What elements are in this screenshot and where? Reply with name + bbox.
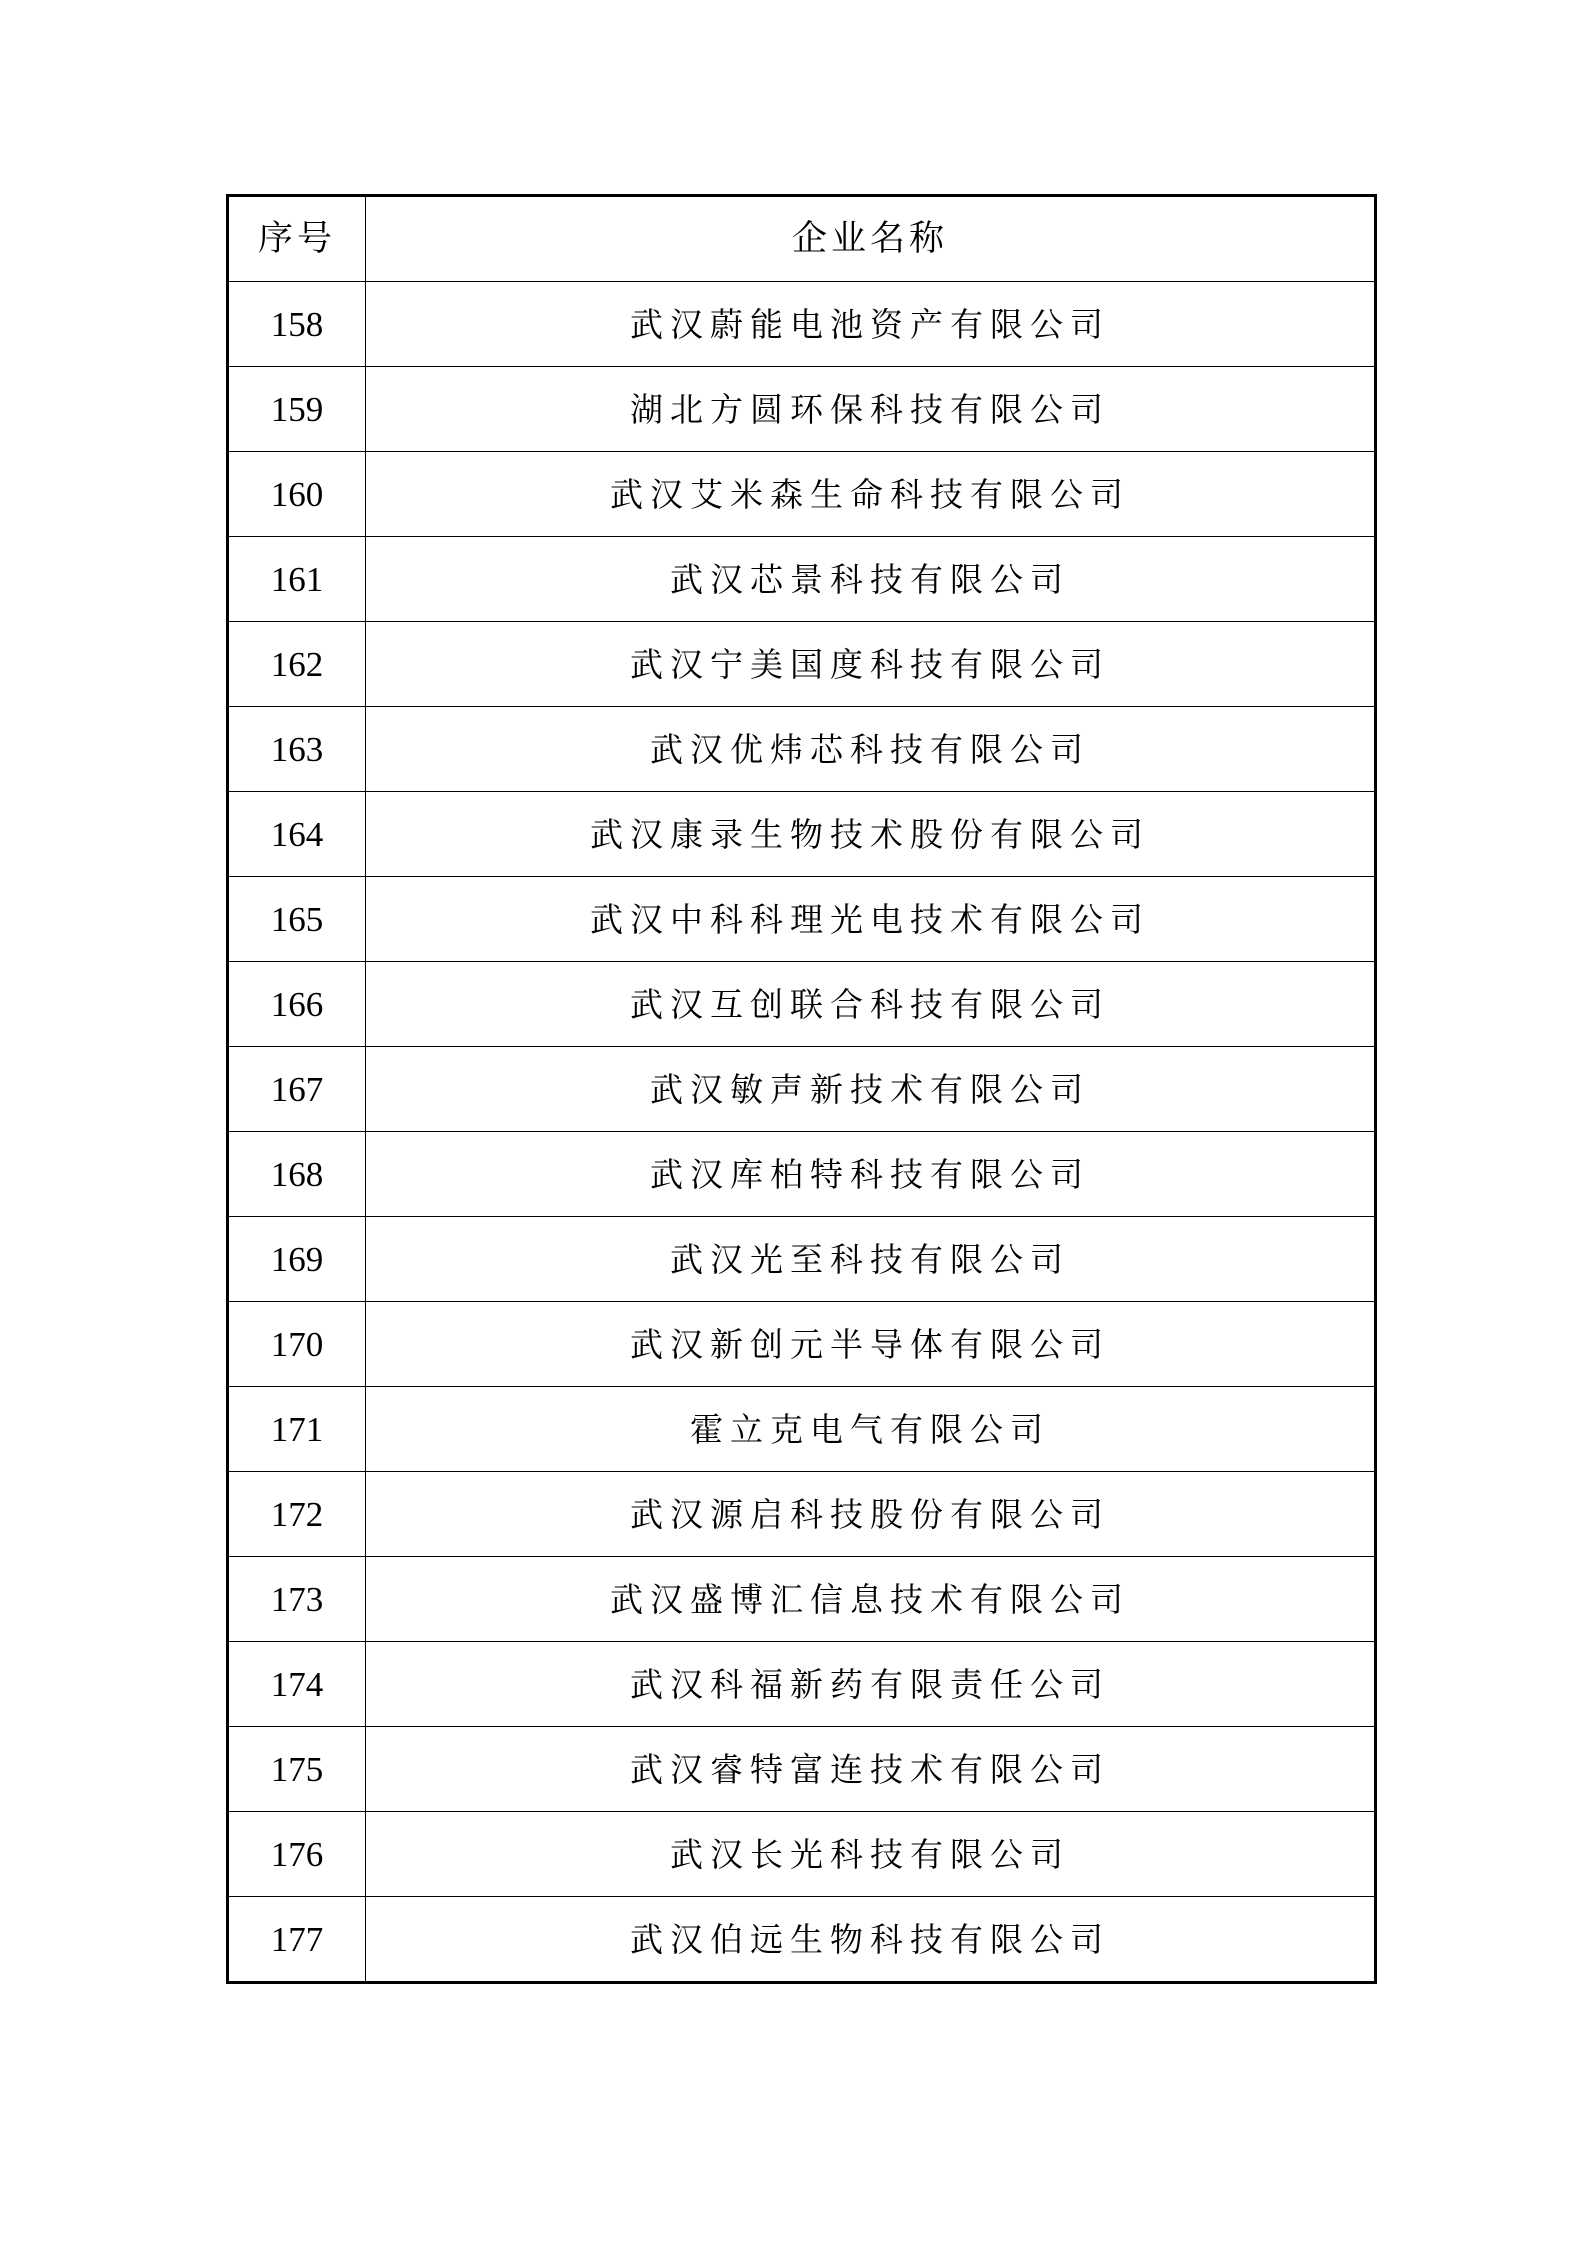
row-company-name: 武汉伯远生物科技有限公司 [366,1897,1376,1983]
row-seq: 177 [228,1897,366,1983]
row-company-name: 湖北方圆环保科技有限公司 [366,367,1376,452]
row-seq: 172 [228,1472,366,1557]
row-seq: 175 [228,1727,366,1812]
table-row [228,367,1376,452]
row-seq: 160 [228,452,366,537]
row-seq: 176 [228,1812,366,1897]
row-company-name: 武汉中科科理光电技术有限公司 [366,877,1376,962]
row-company-name: 武汉敏声新技术有限公司 [366,1047,1376,1132]
table-header-row [228,196,1376,282]
table-row [228,962,1376,1047]
table-row [228,622,1376,707]
table-row [228,1217,1376,1302]
row-seq: 158 [228,282,366,367]
table-row [228,792,1376,877]
table-row [228,1302,1376,1387]
row-company-name: 武汉宁美国度科技有限公司 [366,622,1376,707]
table-row [228,1557,1376,1642]
table-row [228,877,1376,962]
row-seq: 165 [228,877,366,962]
header-seq: 序号 [228,196,366,282]
row-company-name: 武汉优炜芯科技有限公司 [366,707,1376,792]
table-row [228,707,1376,792]
row-company-name: 武汉长光科技有限公司 [366,1812,1376,1897]
row-company-name: 武汉互创联合科技有限公司 [366,962,1376,1047]
row-seq: 166 [228,962,366,1047]
row-seq: 174 [228,1642,366,1727]
company-list-table [226,194,1377,1984]
table-row [228,1727,1376,1812]
table-row [228,282,1376,367]
row-seq: 162 [228,622,366,707]
row-seq: 164 [228,792,366,877]
row-seq: 169 [228,1217,366,1302]
row-seq: 168 [228,1132,366,1217]
table-row [228,452,1376,537]
row-company-name: 武汉库柏特科技有限公司 [366,1132,1376,1217]
row-seq: 171 [228,1387,366,1472]
row-company-name: 武汉新创元半导体有限公司 [366,1302,1376,1387]
row-seq: 170 [228,1302,366,1387]
row-seq: 173 [228,1557,366,1642]
table-row [228,537,1376,622]
row-seq: 161 [228,537,366,622]
row-company-name: 武汉艾米森生命科技有限公司 [366,452,1376,537]
row-seq: 167 [228,1047,366,1132]
row-company-name: 武汉科福新药有限责任公司 [366,1642,1376,1727]
row-company-name: 武汉康录生物技术股份有限公司 [366,792,1376,877]
row-company-name: 武汉盛博汇信息技术有限公司 [366,1557,1376,1642]
table-row [228,1642,1376,1727]
row-seq: 163 [228,707,366,792]
table-row [228,1132,1376,1217]
table-row [228,1897,1376,1983]
row-company-name: 武汉蔚能电池资产有限公司 [366,282,1376,367]
table-row [228,1472,1376,1557]
table-row [228,1047,1376,1132]
row-company-name: 霍立克电气有限公司 [366,1387,1376,1472]
table-row [228,1387,1376,1472]
header-company-name: 企业名称 [366,196,1376,282]
row-seq: 159 [228,367,366,452]
row-company-name: 武汉光至科技有限公司 [366,1217,1376,1302]
row-company-name: 武汉芯景科技有限公司 [366,537,1376,622]
table-row [228,1812,1376,1897]
row-company-name: 武汉睿特富连技术有限公司 [366,1727,1376,1812]
row-company-name: 武汉源启科技股份有限公司 [366,1472,1376,1557]
